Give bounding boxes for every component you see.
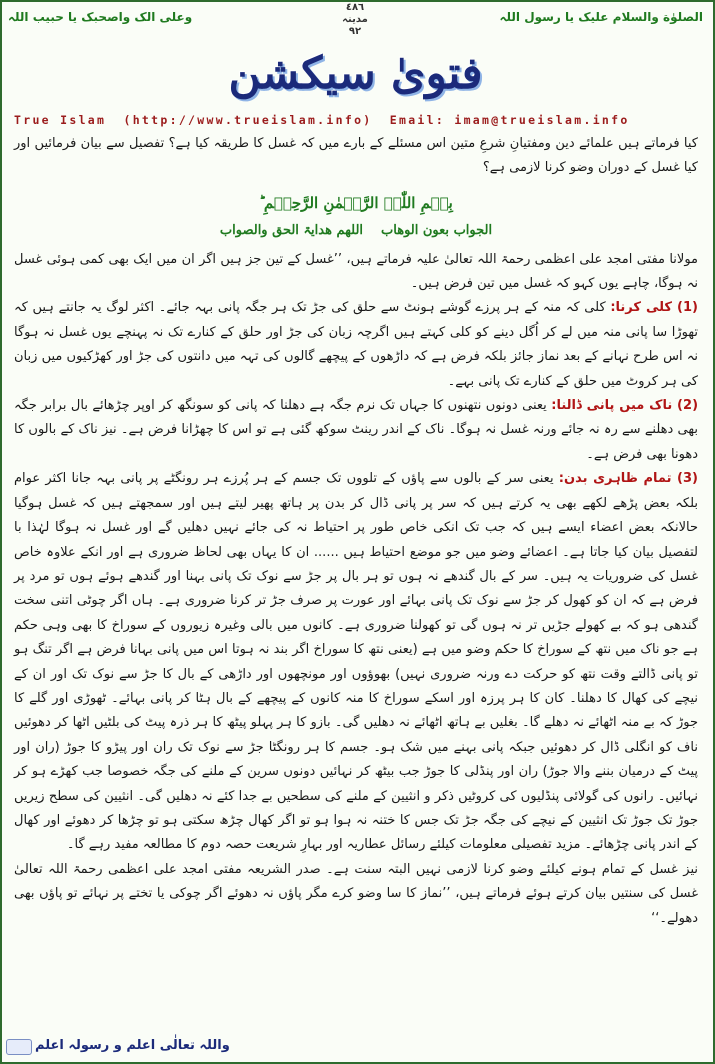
bismillah: بِسۡمِ اللّٰہِ الرَّحۡمٰنِ الرَّحِیۡمِ ؕ [259,193,453,212]
conclusion-paragraph: نیز غسل کے تمام ہونے کیلئے وضو کرنا لازمی نہیں البتہ سنت ہے۔ صدر الشریعہ مفتی امجد علی اعظمی رحمۃ اللہ تعالیٰ غسل کی سنتیں بیان کرتے ہوئے فرماتے ہیں، ’’نماز کا سا وضو کرے مگر پاؤں نہ دھوئے اگر چوکی یا تختے پر نہائے تو پاؤں بھی دھولے۔‘‘ [14,861,698,926]
salutation-left: وعلی الک واصحبک یا حبیب اللہ [8,10,193,24]
site-url-link[interactable]: (http://www.trueislam.info) [123,113,373,127]
salutation-right: الصلوٰة والسلام علیک یا رسول اللہ [499,10,703,24]
point-3-heading: (3) تمام ظاہری بدن: [558,471,698,487]
email-label: Email: [389,113,446,127]
point-3-text: یعنی سر کے بالوں سے پاؤں کے تلووں تک جسم کے ہر پُرزے ہر رونگٹے پر پانی بہہ جانا اکثر عوام بلکہ بعض پڑھے لکھے بھی یہ کرتے ہیں کہ سر پر پانی ڈال کر بدن پر ہاتھ پھیر لیتے ہیں اور سمجھتے ہیں کہ غسل ہوگیا حالانکہ بعض اعضاء ایسے ہیں کہ جب تک انکی خاص طور پر احتیاط نہ کی جائے نہیں دھلیں گے اور غسل نہ ہوگا لہٰذا با لتفصیل بیان کیا جاتا ہے۔ اعضائے وضو میں جو موضع احتیاط ہیں ...... ان کا یہاں بھی لحاظ ضروری ہے اور انکے علاوہ خاص غسل کی ضروریات یہ ہیں۔ سر کے بال گندھے نہ ہوں تو ہر بال پر جڑ سے نوک تک پانی بہنا اور گندھے ہوئے ہوں تو مرد پر فرض ہے کہ ان کو کھول کر جڑ سے نوک تک پانی بہائے اور عورت پر صرف جڑ تر کرنا ضروری ہے۔ ہاں اگر چوٹی اتنی سخت گندھی ہو کہ بے کھولے جڑیں تر نہ ہوں گی تو کھولنا ضروری ہے۔ کانوں میں بالی وغیرہ زیوروں کے سوراخ کا بھی وہی حکم ہے جو ناک میں نتھ کے سوراخ کا حکم وضو میں ہے (یعنی نتھ کا سوراخ اگر بند نہ ہوتا اس میں پانی بہانا فرض ہے اگر تنگ ہو تو پانی ڈالتے وقت نتھ کو حرکت دے ورنہ ضروری نہیں) بھوؤوں اور مونچھوں اور داڑھی کے بال کا جڑ سے نوک تک اور ان کے نیچے کی کھال کا دھلنا۔ کان کا ہر پرزہ اور اسکے سوراخ کا منہ کانوں کے پیچھے کے بال ہٹا کر پانی بہائے۔ ٹھوڑی اور گلے کا جوڑ کہ بے منہ اٹھائے نہ دھلے گا۔ بغلیں بے ہاتھ اٹھائے نہ دھلیں گی۔ بازو کا ہر پہلو پیٹھ کا ہر ذرہ پیٹ کی بلٹیں اٹھا کر دھوئیں ناف کو انگلی ڈال کر دھوئیں جبکہ پانی بہنے میں شک ہو۔ جسم کا ہر رونگٹا جڑ سے نوک تک ران اور پیڑو کا جوڑ (ران اور پیٹ کے درمیان بننے والا جوڑ) ران اور پنڈلی کا جوڑ جب بیٹھ کر نہائیں دونوں سرین کے ملنے کی جگہ خصوصا جب کھڑے ہو کر نہائیں۔ رانوں کی گولائی پنڈلیوں کی کروٹیں ذکر و انثیین کے ملنے کی سطحیں بے جدا کئے نہ دھلیں گی۔ انثیین کی سطح زیریں جوڑ تک جوڑ تک انثیین کے نیچے کی جگہ جڑ تک جس کا ختنہ نہ ہوا ہو تو اگر کھال چڑھ سکتی ہو تو چڑھا کر دھوئے اور کھال کے اندر پانی چڑھائے۔ مزید تفصیلی معلومات کیلئے رسائل عطاریہ اور بہارِ شریعت حصہ دوم کا مطالعہ مفید رہے گا۔ [14,471,698,853]
point-2-heading: (2) ناک میں پانی ڈالنا: [551,398,699,414]
jawab-heading-part2: اللھم ھدایۃ الحق والصواب [219,223,364,239]
point-1-text: کلی کہ منہ کے ہر پرزے گوشے ہونٹ سے حلق کی جڑ تک ہر جگہ پانی بہہ جائے۔ اکثر لوگ یہ جانتے ہیں کہ تھوڑا سا پانی منہ میں لے کر اُگل دینے کو کلی کہتے ہیں اگرچہ زبان کی جڑ اور حلق کے کنارے تک نہ پہنچے یوں غسل نہ ہوگا نہ اس طرح نہانے کے بعد نماز جائز بلکہ فرض ہے کہ داڑھوں کے پیچھے گالوں کی تہہ میں دانتوں کی جڑ اور کھڑکیوں میں زبان کی ہر کروٹ میں حلق کے کنارے تک پانی بہے۔ [14,300,698,389]
email-link[interactable]: imam@trueislam.info [454,113,630,127]
point-2 [14,394,698,467]
header-bar [0,0,711,37]
intro-paragraph: مولانا مفتی امجد علی اعظمی رحمۃ اللہ تعالیٰ علیہ فرماتے ہیں، ’’غسل کے تین جز ہیں اگر ان میں ایک بھی کمی ہوئی غسل نہ ہوگا، چاہے یوں کہو کہ غسل میں تین فرض ہیں۔ [14,251,698,292]
point-1-heading: (1) کلی کرنا: [610,300,698,316]
seal-icon [6,1039,32,1055]
contact-line [14,113,704,127]
point-3 [14,467,698,858]
page-number-bottom: ٩٢ [348,26,362,37]
jawab-heading [14,219,698,243]
question-text: کیا فرماتے ہیں علمائے دین ومفتیانِ شرعِ متین اس مسئلے کے بارے میں کہ غسل کا طریقہ کیا ہے؟ تفصیل سے بیان فرمائیں اور کیا غسل کے دوران وضو کرنا لازمی ہے؟ [14,136,698,176]
page-number-block [333,2,377,38]
page-number-middle: مدینہ [342,14,368,25]
point-2-text: یعنی دونوں نتھنوں کا جہاں تک نرم جگہ ہے دھلنا کہ پانی کو سونگھ کر اوپر چڑھائے بال برابر جگہ بھی دھلنے سے رہ نہ جائے ورنہ غسل نہ ہوگا۔ ناک کے اندر رینٹ سوکھ گئی ہے تو اس کا چھڑانا فرض ہے۔ نیز ناک کے بالوں کا دھونا بھی فرض ہے۔ [14,398,698,462]
closing-phrase: واللہ تعالٰی اعلم و رسولہ اعلم [35,1038,230,1053]
site-name: True Islam [14,113,107,127]
page-title: فتویٰ سیکشن [228,48,483,99]
point-1 [14,296,698,394]
page-number-top: ٤٨٦ [345,2,365,13]
fatwa-body [14,132,698,931]
jawab-heading-part1: الجواب بعون الوھاب [381,223,493,239]
